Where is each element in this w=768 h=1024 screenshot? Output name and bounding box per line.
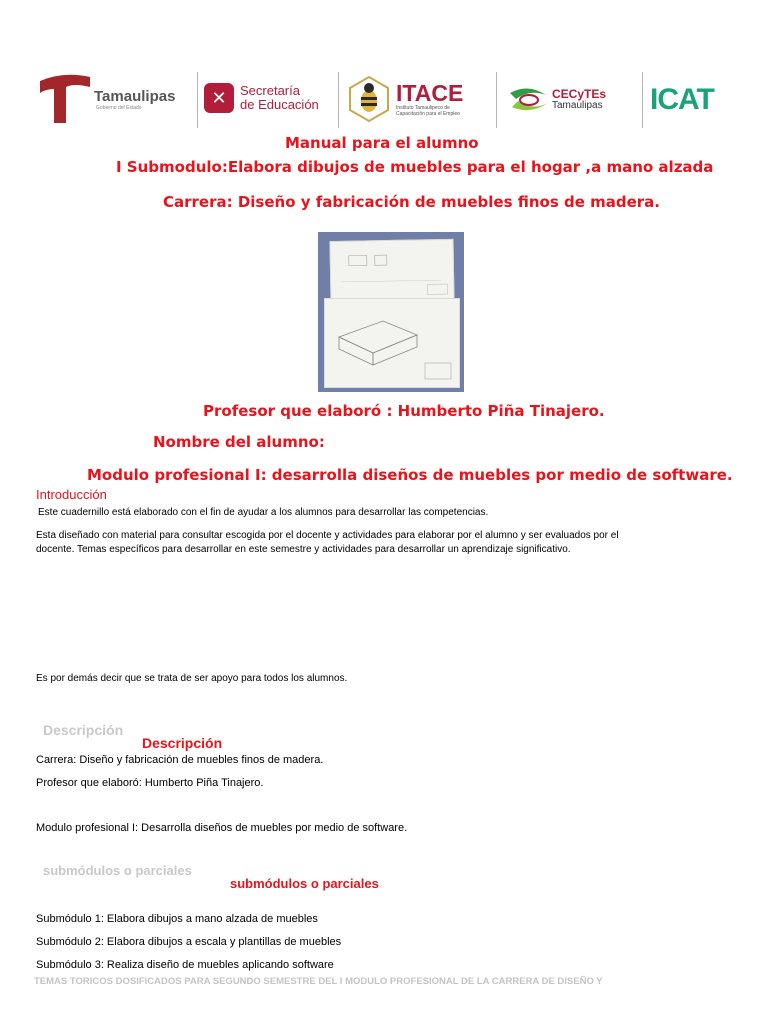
- bee-icon: [346, 75, 392, 123]
- furniture-sketch-icon: [325, 299, 459, 387]
- secretaria-line2: de Educación: [240, 97, 319, 112]
- cecytes-swoosh-icon: [508, 85, 550, 115]
- carrera-title: Carrera: Diseño y fabricación de muebles finos de madera.: [163, 193, 660, 211]
- intro-heading: Introducción: [36, 487, 107, 502]
- logo-secretaria: [204, 78, 334, 118]
- submodulo-title: I Submodulo:Elabora dibujos de muebles para el hogar ,a mano alzada: [116, 158, 714, 176]
- logo-itace: [346, 74, 492, 124]
- tamaulipas-sub: Gobierno del Estado: [96, 104, 142, 111]
- icat-name: ICAT: [650, 83, 714, 116]
- drawing-photo: [318, 232, 464, 392]
- modulo-line: Modulo profesional I: desarrolla diseños de muebles por medio de software.: [87, 466, 733, 484]
- intro-paragraph-1: Este cuadernillo está elaborado con el fin de ayudar a los alumnos para desarrollar las competencias.: [38, 507, 489, 518]
- descripcion-heading: Descripción: [142, 735, 223, 751]
- cecytes-sub: Tamaulipas: [552, 100, 603, 111]
- descripcion-modulo: Modulo profesional I: Desarrolla diseños de muebles por medio de software.: [36, 822, 408, 834]
- descripcion-ghost-heading: Descripción: [43, 722, 124, 738]
- intro-paragraph-3: Es por demás decir que se trata de ser apoyo para todos los alumnos.: [36, 673, 348, 684]
- itace-sub1: Instituto Tamaulipeco de: [396, 105, 450, 111]
- tamaulipas-emblem-icon: [36, 71, 92, 127]
- drawing-sheet-bottom: [324, 298, 460, 388]
- sketch-lines-icon: [330, 240, 453, 302]
- submodulos-heading: submódulos o parciales: [230, 876, 379, 891]
- profesor-line: Profesor que elaboró : Humberto Piña Tinajero.: [203, 402, 605, 420]
- submodulo-item: Submódulo 1: Elabora dibujos a mano alzada de muebles: [36, 913, 318, 925]
- logo-tamaulipas: [36, 70, 192, 128]
- itace-sub2: Capacitación para el Empleo: [396, 111, 460, 117]
- cecytes-name: CECyTEs: [552, 87, 607, 101]
- itace-name: ITACE: [396, 80, 464, 106]
- logo-icat: [650, 80, 726, 120]
- descripcion-profesor: Profesor que elaboró: Humberto Piña Tinajero.: [36, 777, 264, 789]
- submodulo-item: Submódulo 2: Elabora dibujos a escala y plantillas de muebles: [36, 936, 342, 948]
- logo-cecytes: [508, 80, 636, 120]
- submodulos-ghost-heading: submódulos o parciales: [43, 863, 192, 878]
- secretaria-badge-icon: ✕: [204, 83, 234, 113]
- drawing-sheet-top: [329, 239, 454, 303]
- logo-divider: [338, 72, 339, 128]
- intro-paragraph-2b: docente. Temas específicos para desarrollar en este semestre y actividades para desarrollar un aprendizaje significativo.: [36, 544, 571, 555]
- alumno-line: Nombre del alumno:: [153, 433, 325, 451]
- logo-divider: [197, 72, 198, 128]
- intro-paragraph-2a: Esta diseñado con material para consultar escogida por el docente y actividades para elaborar por el alumno y ser evaluados por el: [36, 530, 619, 541]
- footer-note: TEMAS TORICOS DOSIFICADOS PARA SEGUNDO SEMESTRE DEL I MODULO PROFESIONAL DE LA CARRERA DE DISEÑO Y: [34, 976, 603, 987]
- logo-divider: [496, 72, 497, 128]
- submodulo-item: Submódulo 3: Realiza diseño de muebles aplicando software: [36, 959, 334, 971]
- logo-divider: [642, 72, 643, 128]
- descripcion-carrera: Carrera: Diseño y fabricación de muebles finos de madera.: [36, 754, 324, 766]
- manual-title: Manual para el alumno: [285, 134, 479, 152]
- secretaria-line1: Secretaría: [240, 83, 300, 98]
- tamaulipas-name: Tamaulipas: [94, 87, 176, 105]
